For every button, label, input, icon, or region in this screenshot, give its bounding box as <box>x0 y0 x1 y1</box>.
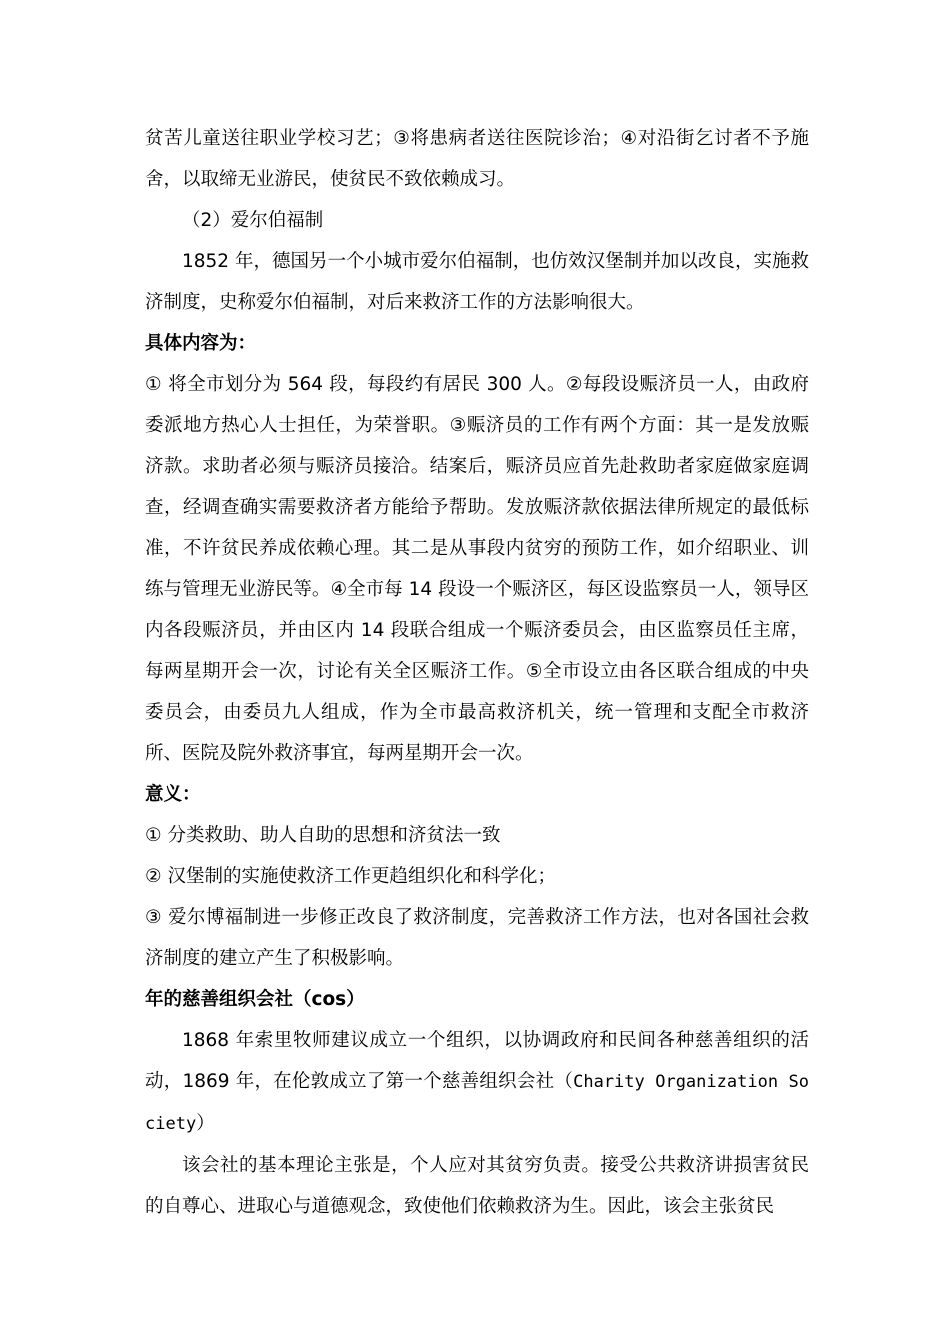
document-body <box>145 118 809 1227</box>
paragraph-hamburg-continued: 贫苦儿童送往职业学校习艺；③将患病者送往医院诊治；④对沿街乞讨者不予施舍，以取缔无业游民，使贫民不致依赖成习。 <box>145 128 809 190</box>
section-heading-elberfeld: （2）爱尔伯福制 <box>182 210 324 231</box>
cos-founding-text: 1868 年索里牧师建议成立一个组织，以协调政府和民间各种慈善组织的活动，1869 年，在伦敦成立了第一个慈善组织会社（ <box>145 1030 809 1092</box>
paragraph-cos-theory: 该会社的基本理论主张是，个人应对其贫穷负责。接受公共救济讲损害贫民的自尊心、进取心与道德观念，致使他们依赖救济为生。因此，该会主张贫民 <box>145 1155 809 1217</box>
heading-cos: 年的慈善组织会社（cos） <box>145 989 365 1010</box>
heading-significance: 意义： <box>145 784 201 805</box>
significance-item-1: ① 分类救助、助人自助的思想和济贫法一致 <box>145 825 501 846</box>
heading-specific-content: 具体内容为： <box>145 333 257 354</box>
significance-item-3: ③ 爱尔博福制进一步修正改良了救济制度，完善救济工作方法，也对各国社会救济制度的建立产生了积极影响。 <box>145 907 809 969</box>
paragraph-cos-founding <box>145 1020 809 1145</box>
paragraph-elberfeld-intro: 1852 年，德国另一个小城市爱尔伯福制，也仿效汉堡制并加以改良，实施救济制度，史称爱尔伯福制，对后来救济工作的方法影响很大。 <box>145 251 809 313</box>
paragraph-elberfeld-details: ① 将全市划分为 564 段，每段约有居民 300 人。②每段设赈济员一人，由政府委派地方热心人士担任，为荣誉职。③赈济员的工作有两个方面：其一是发放赈济款。求助者必须与赈济员接洽。结案后，赈济员应首先赴救助者家庭做家庭调查，经调查确实需要救济者方能给予帮助。发放赈济款依据法律所规定的最低标准，不许贫民养成依赖心理。其二是从事段内贫穷的预防工作，如介绍职业、训练与管理无业游民等。④全市每 14 段设一个赈济区，每区设监察员一人，领导区内各段赈济员，并由区内 14 段联合组成一个赈济委员会，由区监察员任主席，每两星期开会一次，讨论有关全区赈济工作。⑤全市设立由各区联合组成的中央委员会，由委员九人组成，作为全市最高救济机关，统一管理和支配全市救济所、医院及院外救济事宜，每两星期开会一次。 <box>145 374 809 764</box>
cos-english-name: Charity Organization Society <box>145 1072 810 1134</box>
significance-item-2: ② 汉堡制的实施使救济工作更趋组织化和科学化； <box>145 866 556 887</box>
cos-founding-close: ） <box>196 1113 215 1134</box>
